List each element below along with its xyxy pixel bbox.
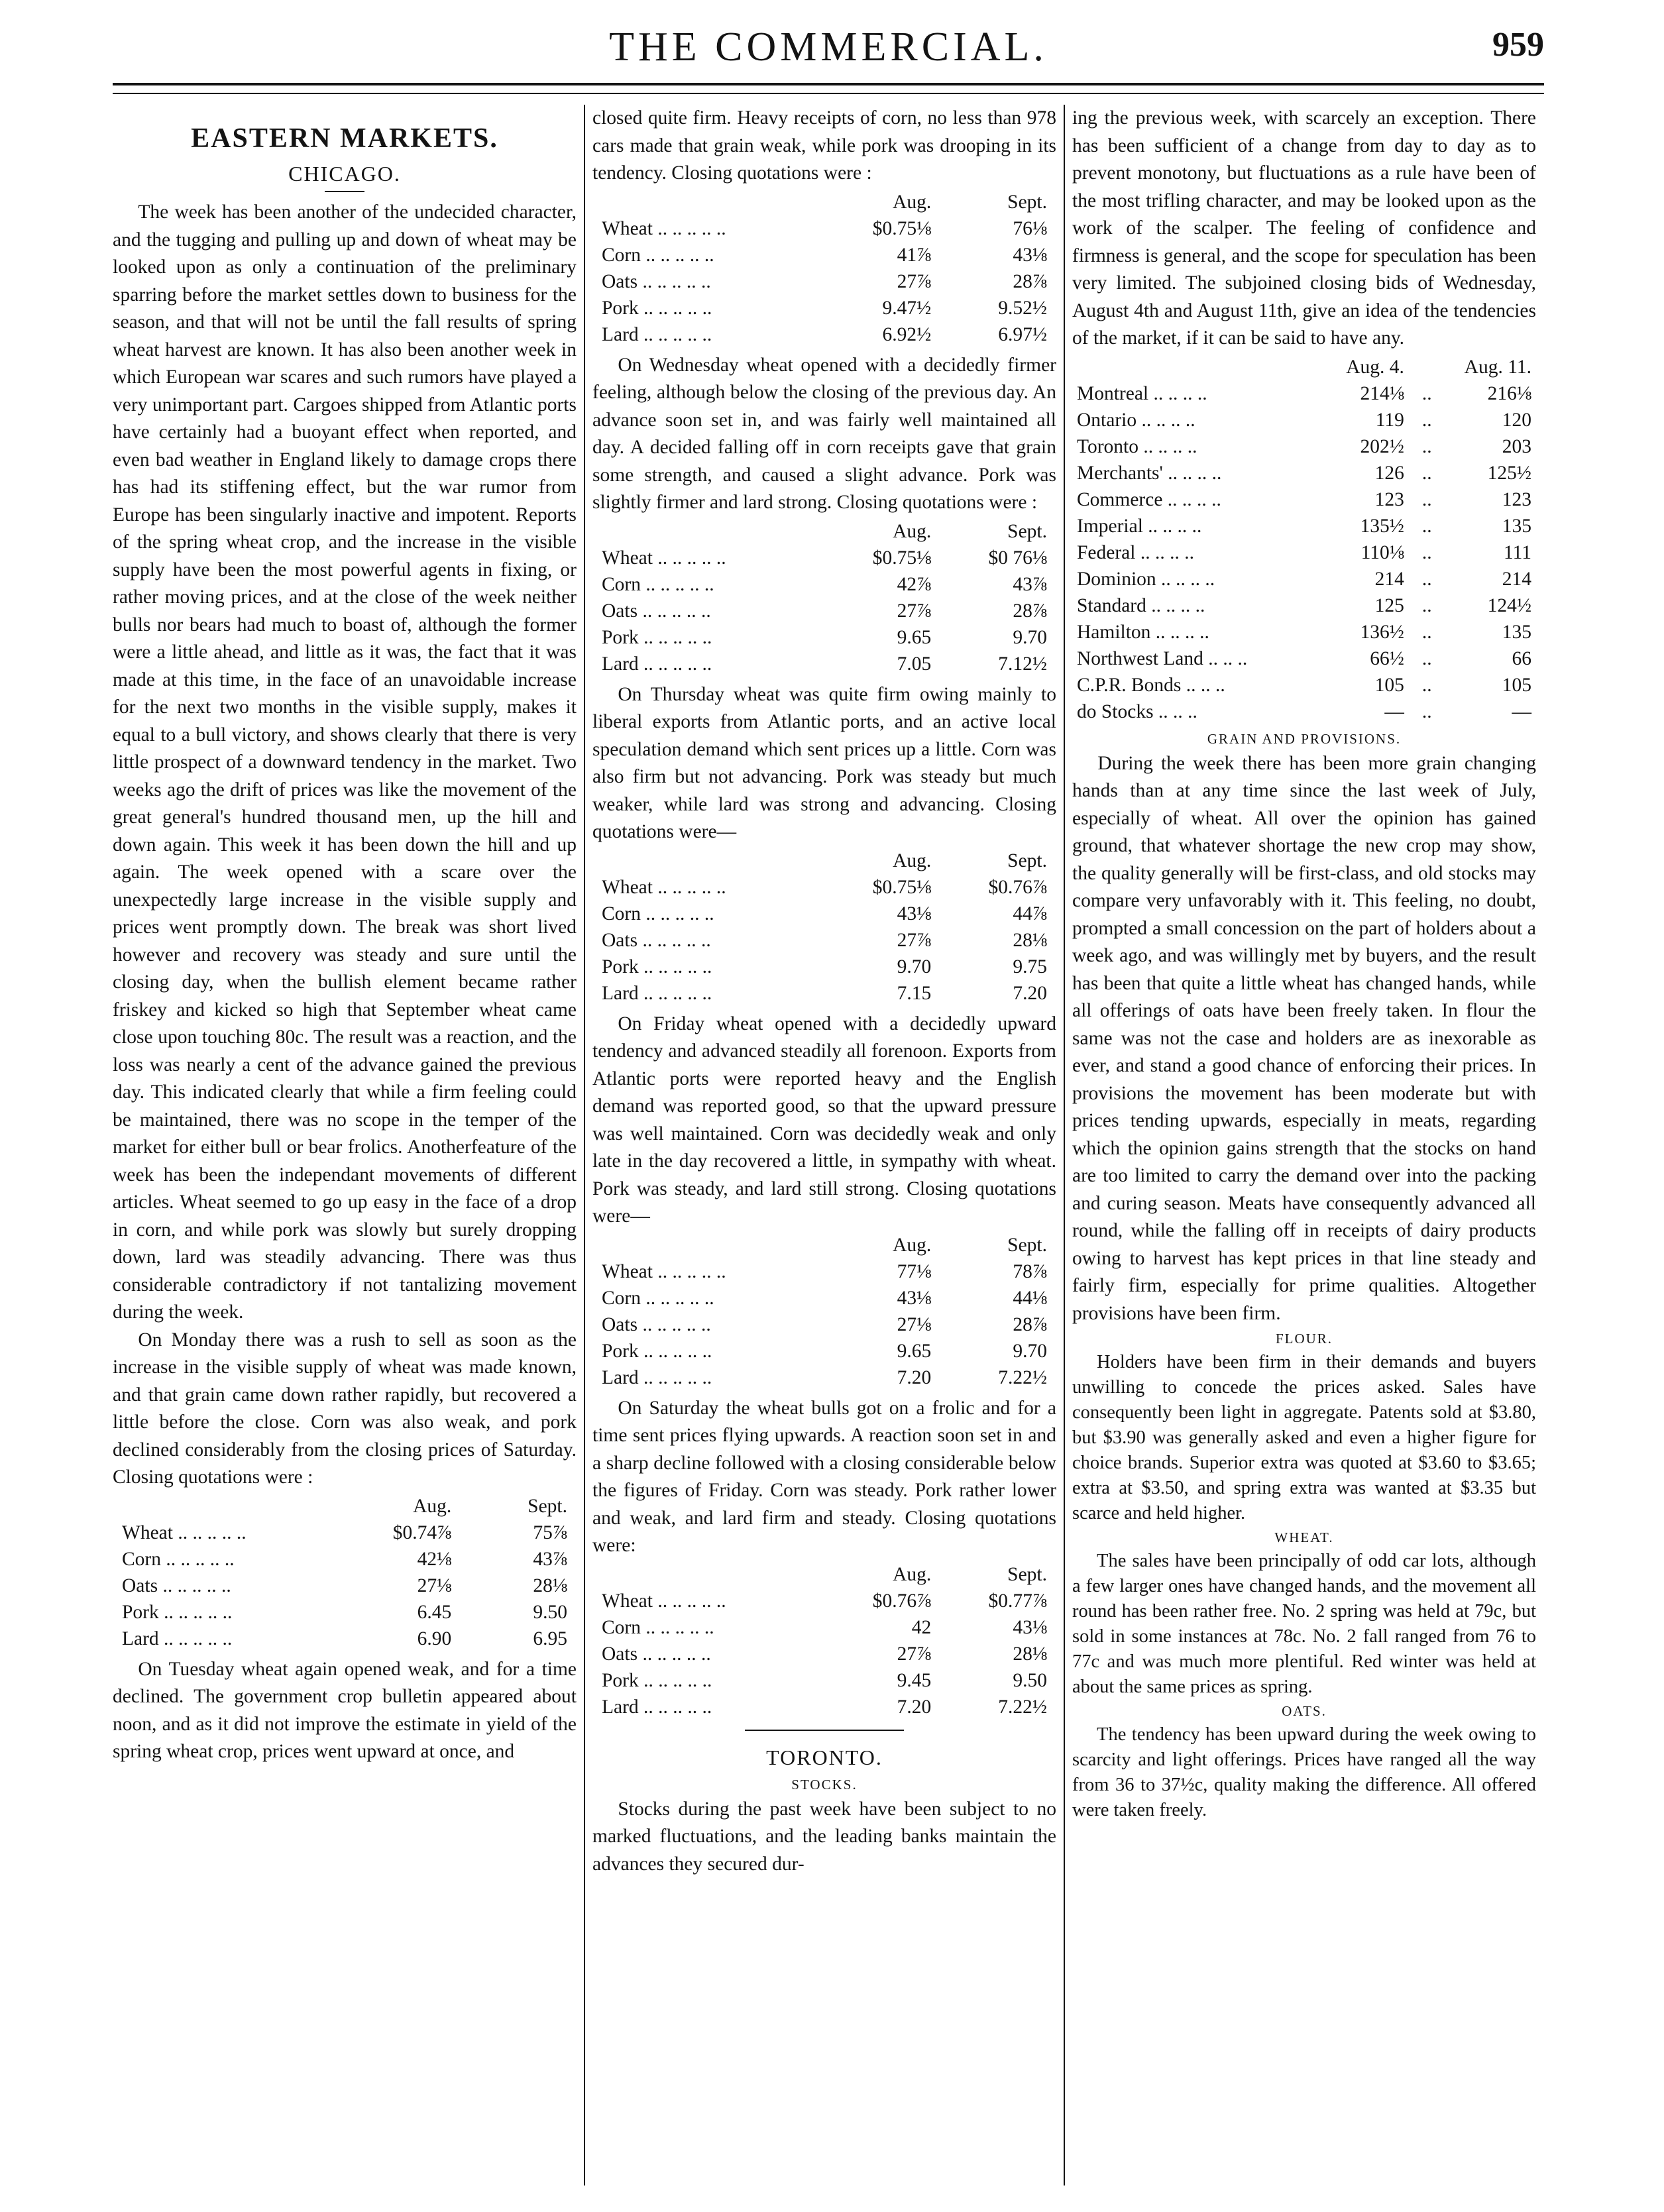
flour-heading: FLOUR.	[1275, 1331, 1333, 1347]
commodity-label: Corn .. .. .. .. ..	[602, 1287, 714, 1309]
table-row: Standard .. .. .. .. 125 .. 124½	[1077, 592, 1531, 619]
aug-price: 7.20	[897, 1696, 932, 1718]
commodity-label: Pork .. .. .. .. ..	[602, 956, 712, 977]
aug-4-bid: 202½	[1360, 435, 1404, 457]
aug-price: 9.45	[897, 1669, 932, 1691]
commodity-label: Wheat .. .. .. .. ..	[602, 876, 726, 898]
sept-price: 28⅞	[1013, 1313, 1047, 1335]
column-header-sept: Sept.	[1007, 191, 1047, 213]
table-row	[122, 1573, 567, 1599]
sept-price: 28⅛	[1013, 929, 1047, 951]
wheat-paragraph: The sales have been principally of odd car lots, although a few larger ones have changed hands, and the movement all round has been rather free. No. 2 spring was held at 79c, but sold in some instances at 78c. No. 2 fall ranged from 76 to 77c and was much more plentiful. Red winter was held at about the same prices as spring.	[1072, 1551, 1536, 1697]
aug-11-bid: 120	[1502, 409, 1531, 431]
table-row: C.P.R. Bonds .. .. .. 105 .. 105	[1077, 672, 1531, 698]
bank-label: Imperial .. .. .. ..	[1077, 515, 1202, 537]
sept-price: 9.75	[1013, 956, 1047, 977]
bank-label: do Stocks .. .. ..	[1077, 700, 1197, 722]
table-row	[602, 571, 1047, 598]
column-header-aug: Aug.	[893, 1563, 932, 1585]
aug-price: 27⅞	[897, 929, 932, 951]
column-header-sept: Sept.	[1007, 850, 1047, 871]
commodity-label: Wheat .. .. .. .. ..	[602, 547, 726, 569]
sept-price: 76⅛	[1013, 217, 1047, 239]
table-row	[602, 1641, 1047, 1667]
aug-price: 9.47½	[882, 297, 932, 319]
table-row	[602, 1311, 1047, 1338]
aug-price: $0.76⅞	[872, 1590, 932, 1612]
aug-price: 27⅞	[897, 1643, 932, 1665]
oats-heading: OATS.	[1282, 1703, 1327, 1719]
aug-price: 7.20	[897, 1366, 932, 1388]
aug-4-bid: 123	[1374, 488, 1404, 510]
grain-provisions-paragraph: During the week there has been more grain changing hands than at any time since the last week of July, especially of wheat. All over the opinion has gained ground, that whatever shortage the new crop may show, the quality generally will be first-class, and old stocks may compare very unfavorably with it. This feeling, no doubt, prompted a small concession on the part of holders about a week ago, and was willingly met by buyers, and the result has been that quite a little wheat has changed hands, while all offerings of oats have been freely taken. In flour the same was not the case and holders are as inexorable as ever, and stand a good chance of enforcing their prices. In provisions the movement has been moderate but with prices tending upwards, especially in meats, regarding which the opinion gains strength that the stocks on hand are too limited to carry the demand over into the packing and curing season. Meats have consequently advanced all round, while the falling off in receipts of dairy products owing to harvest has kept prices in that line steady and fairly firm, especially for prime qualities. Altogether provisions have been firm.	[1072, 752, 1536, 1324]
bank-label: Federal .. .. .. ..	[1077, 541, 1194, 563]
sept-price: 43⅞	[1013, 573, 1047, 595]
table-header-row	[602, 518, 1047, 545]
sept-price: 9.70	[1013, 1340, 1047, 1362]
aug-4-bid: 214	[1374, 568, 1404, 590]
bank-label: Hamilton .. .. .. ..	[1077, 621, 1209, 643]
stocks-heading: STOCKS.	[791, 1776, 858, 1793]
aug-price: 77⅛	[897, 1260, 932, 1282]
aug-price: 6.90	[417, 1628, 452, 1649]
table-row	[602, 1258, 1047, 1285]
aug-11-bid: 203	[1502, 435, 1531, 457]
sept-price: $0 76⅛	[988, 547, 1047, 569]
table-row: Dominion .. .. .. .. 214 .. 214	[1077, 566, 1531, 592]
table-row	[602, 1694, 1047, 1720]
aug-4-bid: 126	[1374, 462, 1404, 484]
table-row	[602, 624, 1047, 651]
column-header-aug: Aug.	[893, 191, 932, 213]
aug-11-bid: 123	[1502, 488, 1531, 510]
aug-price: $0.75⅛	[872, 547, 932, 569]
table-row: Imperial .. .. .. .. 135½ .. 135	[1077, 513, 1531, 539]
sept-price: 43⅛	[1013, 1616, 1047, 1638]
table-row	[602, 1614, 1047, 1641]
table-header-row	[602, 189, 1047, 215]
table-row: Northwest Land .. .. .. 66½ .. 66	[1077, 645, 1531, 672]
aug-11-bid: 135	[1502, 621, 1531, 643]
aug-price: 27⅞	[897, 270, 932, 292]
aug-price: 41⅞	[897, 244, 932, 266]
column-3	[1072, 105, 1536, 2185]
aug-price: $0.75⅛	[872, 217, 932, 239]
aug-11-bid: —	[1512, 700, 1531, 722]
commodity-label: Pork .. .. .. .. ..	[602, 1340, 712, 1362]
commodity-label: Oats .. .. .. .. ..	[602, 270, 711, 292]
column-divider-1	[584, 105, 585, 2185]
friday-quotations-table	[602, 1232, 1047, 1391]
aug-4-bid: 125	[1374, 594, 1404, 616]
table-row	[602, 874, 1047, 901]
commodity-label: Oats .. .. .. .. ..	[602, 1643, 711, 1665]
table-row	[602, 321, 1047, 348]
commodity-label: Oats .. .. .. .. ..	[602, 600, 711, 622]
aug-price: 27⅞	[897, 600, 932, 622]
table-row: Ontario .. .. .. .. 119 .. 120	[1077, 407, 1531, 433]
table-row	[602, 598, 1047, 624]
aug-11-bid: 66	[1512, 647, 1531, 669]
section-divider	[745, 1730, 904, 1731]
commodity-label: Wheat .. .. .. .. ..	[602, 1590, 726, 1612]
sept-price: $0.77⅞	[988, 1590, 1047, 1612]
commodity-label: Lard .. .. .. .. ..	[602, 982, 712, 1004]
aug-4-bid: 214⅛	[1360, 382, 1404, 404]
aug-11-bid: 214	[1502, 568, 1531, 590]
thursday-paragraph: On Thursday wheat was quite firm owing mainly to liberal exports from Atlantic ports, and an active local speculation demand which sent prices up a little. Corn was also firm but not advancing. Pork was steady but much weaker, while lard was strong and advancing. Closing quotations were—	[592, 683, 1056, 842]
commodity-label: Lard .. .. .. .. ..	[602, 1696, 712, 1718]
aug-price: 9.65	[897, 626, 932, 648]
table-header-row	[602, 848, 1047, 874]
commodity-label: Oats .. .. .. .. ..	[602, 929, 711, 951]
table-row	[602, 980, 1047, 1007]
table-row: Merchants' .. .. .. .. 126 .. 125½	[1077, 460, 1531, 486]
saturday-quotations-table	[602, 1561, 1047, 1720]
bank-label: Ontario .. .. .. ..	[1077, 409, 1195, 431]
column-header-aug: Aug.	[893, 850, 932, 871]
column-header-aug: Aug.	[893, 520, 932, 542]
commodity-label: Pork .. .. .. .. ..	[602, 297, 712, 319]
tuesday-quotations-table	[602, 189, 1047, 348]
table-row: Federal .. .. .. .. 110⅛ .. 111	[1077, 539, 1531, 566]
commodity-label: Oats .. .. .. .. ..	[122, 1575, 231, 1596]
table-header-row	[122, 1493, 567, 1520]
table-row	[122, 1626, 567, 1652]
commodity-label: Wheat .. .. .. .. ..	[122, 1521, 247, 1543]
sept-price: 7.12½	[998, 653, 1047, 675]
aug-price: 27⅛	[897, 1313, 932, 1335]
column-header-sept: Sept.	[1007, 1234, 1047, 1256]
bank-label: C.P.R. Bonds .. .. ..	[1077, 674, 1225, 696]
aug-price: 7.05	[897, 653, 932, 675]
commodity-label: Pork .. .. .. .. ..	[122, 1601, 233, 1623]
aug-price: 42⅞	[897, 573, 932, 595]
commodity-label: Oats .. .. .. .. ..	[602, 1313, 711, 1335]
aug-price: 7.15	[897, 982, 932, 1004]
table-row	[602, 651, 1047, 677]
table-row: Hamilton .. .. .. .. 136½ .. 135	[1077, 619, 1531, 645]
wednesday-paragraph: On Wednesday wheat opened with a decidedly firmer feeling, although below the closing of the previous day. An advance soon set in, and was fairly well maintained all day. A decided falling off in corn receipts gave that grain some strength, and caused a slight advance. Pork was slightly firmer and lard strong. Closing quotations were :	[592, 354, 1056, 513]
table-row	[602, 215, 1047, 242]
table-row	[602, 901, 1047, 927]
table-row	[602, 242, 1047, 268]
bank-label: Dominion .. .. .. ..	[1077, 568, 1215, 590]
sept-price: 44⅛	[1013, 1287, 1047, 1309]
table-row	[122, 1546, 567, 1573]
bank-stocks-table	[1077, 354, 1531, 725]
aug-11-bid: 125½	[1487, 462, 1531, 484]
aug-price: 43⅛	[897, 1287, 932, 1309]
aug-price: 6.92½	[882, 323, 932, 345]
aug-11-bid: 105	[1502, 674, 1531, 696]
monday-quotations-table	[122, 1493, 567, 1652]
sept-price: 7.20	[1013, 982, 1047, 1004]
sept-price: 75⅞	[533, 1521, 567, 1543]
column-2	[592, 105, 1056, 2185]
tuesday-paragraph: On Tuesday wheat again opened weak, and for a time declined. The government crop bulletin appeared about noon, and as it did not improve the estimate in yield of the spring wheat crop, prices went upward at once, and	[113, 1658, 577, 1762]
commodity-label: Pork .. .. .. .. ..	[602, 626, 712, 648]
table-row: Toronto .. .. .. .. 202½ .. 203	[1077, 433, 1531, 460]
column-header-aug-11: Aug. 11.	[1464, 356, 1531, 378]
sept-price: 6.97½	[998, 323, 1047, 345]
flour-paragraph: Holders have been firm in their demands and buyers unwilling to concede the prices asked. Sales have consequently been light in aggregate. Patents sold at $3.80, but $3.90 was generally asked and even a higher figure for choice brands. Superior extra was quoted at $3.60 to $3.65; extra at $3.50, and spring extra was wanted at $3.35 but scarce and held higher.	[1072, 1352, 1536, 1523]
aug-4-bid: 105	[1374, 674, 1404, 696]
commodity-label: Lard .. .. .. .. ..	[122, 1628, 233, 1649]
bank-label: Commerce .. .. .. ..	[1077, 488, 1221, 510]
saturday-paragraph: On Saturday the wheat bulls got on a frolic and for a time sent prices flying upwards. A reaction soon set in and a sharp decline followed with a closing considerable below the figures of Friday. Corn was steady. Pork rather lower and weak, and lard firm and steady. Closing quotations were:	[592, 1397, 1056, 1556]
aug-price: $0.75⅛	[872, 876, 932, 898]
wheat-heading: WHEAT.	[1274, 1529, 1334, 1545]
commodity-label: Lard .. .. .. .. ..	[602, 1366, 712, 1388]
tuesday-continued-paragraph: closed quite firm. Heavy receipts of corn, no less than 978 cars made that grain weak, while pork was drooping in its tendency. Closing quotations were :	[592, 107, 1056, 184]
sept-price: 6.95	[533, 1628, 567, 1649]
monday-paragraph: On Monday there was a rush to sell as soon as the increase in the visible supply of wheat was made known, and that grain came down rather rapidly, but recovered a little before the close. Corn was also weak, and pork declined considerably from the closing prices of Saturday. Closing quotations were :	[113, 1329, 577, 1488]
bank-label: Toronto .. .. .. ..	[1077, 435, 1197, 457]
sept-price: 9.50	[1013, 1669, 1047, 1691]
commodity-label: Corn .. .. .. .. ..	[602, 903, 714, 924]
aug-price: 42⅛	[417, 1548, 452, 1570]
table-row	[602, 295, 1047, 321]
aug-4-bid: 119	[1375, 409, 1404, 431]
commodity-label: Corn .. .. .. .. ..	[122, 1548, 235, 1570]
commodity-label: Lard .. .. .. .. ..	[602, 653, 712, 675]
aug-price: 9.65	[897, 1340, 932, 1362]
aug-price: 9.70	[897, 956, 932, 977]
bank-label: Standard .. .. .. ..	[1077, 594, 1205, 616]
column-header-sept: Sept.	[1007, 1563, 1047, 1585]
column-header-sept: Sept.	[527, 1495, 567, 1517]
chicago-heading: CHICAGO.	[288, 162, 401, 186]
aug-4-bid: 110⅛	[1360, 541, 1404, 563]
bank-label: Montreal .. .. .. ..	[1077, 382, 1207, 404]
sept-price: 43⅛	[1013, 244, 1047, 266]
sept-price: 9.70	[1013, 626, 1047, 648]
aug-price: $0.74⅞	[392, 1521, 452, 1543]
wednesday-quotations-table	[602, 518, 1047, 677]
aug-4-bid: 66½	[1370, 647, 1404, 669]
page-number: 959	[1492, 26, 1544, 64]
commodity-label: Corn .. .. .. .. ..	[602, 573, 714, 595]
sept-price: 43⅞	[533, 1548, 567, 1570]
column-header-aug: Aug.	[893, 1234, 932, 1256]
commodity-label: Lard .. .. .. .. ..	[602, 323, 712, 345]
table-row	[602, 954, 1047, 980]
oats-paragraph: The tendency has been upward during the week owing to scarcity and light offerings. Prices have ranged all the way from 36 to 37½c, quality making the difference. All offered were taken freely.	[1072, 1724, 1536, 1820]
aug-price: 27⅛	[417, 1575, 452, 1596]
table-row: Commerce .. .. .. .. 123 .. 123	[1077, 486, 1531, 513]
table-row	[602, 1364, 1047, 1391]
table-row	[602, 268, 1047, 295]
aug-11-bid: 216⅛	[1487, 382, 1531, 404]
commodity-label: Corn .. .. .. .. ..	[602, 244, 714, 266]
thursday-quotations-table	[602, 848, 1047, 1007]
table-row	[602, 927, 1047, 954]
table-row: Montreal .. .. .. .. 214⅛ .. 216⅛	[1077, 380, 1531, 407]
sept-price: 7.22½	[998, 1696, 1047, 1718]
table-row	[602, 545, 1047, 571]
grain-provisions-heading: GRAIN AND PROVISIONS.	[1207, 730, 1402, 747]
commodity-label: Corn .. .. .. .. ..	[602, 1616, 714, 1638]
commodity-label: Wheat .. .. .. .. ..	[602, 217, 726, 239]
header-rule-thin	[113, 93, 1544, 94]
stocks-paragraph: Stocks during the past week have been subject to no marked fluctuations, and the leading banks maintain the advances they secured dur-	[592, 1798, 1056, 1875]
header-rule-thick	[113, 83, 1544, 85]
stocks-continued-paragraph: ing the previous week, with scarcely an exception. There has been sufficient of a change from day to day as to prevent monotony, but fluctuations as a rule have been of the most trifling character, and may be looked upon as the work of the scalper. The feeling of confidence and firmness is general, and the scope for speculation has been very limited. The subjoined closing bids of Wednesday, August 4th and August 11th, give an idea of the tendencies of the market, if it can be said to have any.	[1072, 107, 1536, 349]
section-heading: EASTERN MARKETS.	[191, 123, 498, 154]
column-header-aug: Aug.	[413, 1495, 452, 1517]
sept-price: 28⅞	[1013, 270, 1047, 292]
friday-paragraph: On Friday wheat opened with a decidedly upward tendency and advanced steadily all forenoon. Exports from Atlantic ports were reported heavy and the English demand was reported good, so that the upward pressure was well maintained. Corn was decidedly weak and only late in the day recovered a little, in sympathy with wheat. Pork was steady, and lard still strong. Closing quotations were—	[592, 1013, 1056, 1227]
toronto-heading: TORONTO.	[766, 1745, 883, 1769]
bank-label: Merchants' .. .. .. ..	[1077, 462, 1222, 484]
sept-price: 44⅞	[1013, 903, 1047, 924]
page-header	[113, 24, 1544, 83]
sept-price: 7.22½	[998, 1366, 1047, 1388]
table-row	[602, 1667, 1047, 1694]
chicago-paragraph-1: The week has been another of the undecided character, and the tugging and pulling up and down of wheat may be looked upon as only a continuation of the preliminary sparring before the market settles down to business for the season, and that will not be until the fall results of spring wheat harvest are known. It has also been another week in which European war scares and such rumors have played a very unimportant part. Cargoes shipped from Atlantic ports have certainly had a buoyant effect when reported, and even bad weather in England likely to damage crops there has had its stiffening effect, but the war rumor from Europe has been singularly inactive and impotent. Reports of the spring wheat crop, and the increase in the visible supply have been the most powerful agents in fixing, or rather moving prices, and at the close of the week neither bulls nor bears had much to boast of, although the former were a little ahead, and little as it was, the fact that it was made at this time, in the face of an unavoidable increase for the next two months in the visible supply, makes it equal to a bull victory, and shows clearly that there is very little prospect of a downward tendency in the market. Two weeks ago the drift of prices was like the movement of the great general's hundred thousand men, up the hill and down again. This week it has been down the hill and up again. The week opened with a scare over the unexpectedly large increase in the visible supply and prices went promptly down. The break was short lived however and recovery was steady and sure until the closing day, when the bullish element became rather friskey and kicked so high that September wheat came close upon touching 80c. The result was a reaction, and the loss was nearly a cent of the advance gained the previous day. This indicated clearly that while a firm feeling could be maintained, there was no scope in the temper of the market for either bull or bear frolics. Anotherfeature of the week has been the independant movements of different articles. Wheat seemed to go up easy in the face of a drop in corn, and while pork was slowly but surely dropping down, lard was steadily advancing. There was thus considerable contradictory if not tantalizing movement during the week.	[113, 201, 577, 1323]
aug-price: 43⅛	[897, 903, 932, 924]
table-header-row	[602, 1561, 1047, 1588]
sept-price: 78⅞	[1013, 1260, 1047, 1282]
bank-label: Northwest Land .. .. ..	[1077, 647, 1248, 669]
commodity-label: Wheat .. .. .. .. ..	[602, 1260, 726, 1282]
aug-4-bid: 135½	[1360, 515, 1404, 537]
table-row: do Stocks .. .. .. — .. —	[1077, 698, 1531, 725]
table-row	[602, 1588, 1047, 1614]
aug-11-bid: 124½	[1487, 594, 1531, 616]
aug-11-bid: 111	[1503, 541, 1531, 563]
sept-price: $0.76⅞	[988, 876, 1047, 898]
column-divider-2	[1064, 105, 1065, 2185]
sept-price: 9.52½	[998, 297, 1047, 319]
column-header-aug-4: Aug. 4.	[1346, 356, 1404, 378]
aug-price: 6.45	[417, 1601, 452, 1623]
table-row	[602, 1285, 1047, 1311]
heading-divider	[325, 191, 364, 192]
column-1	[113, 105, 577, 2185]
aug-4-bid: 136½	[1360, 621, 1404, 643]
table-header-row	[1077, 354, 1531, 380]
table-row	[602, 1338, 1047, 1364]
column-header-sept: Sept.	[1007, 520, 1047, 542]
sept-price: 28⅞	[1013, 600, 1047, 622]
table-row	[122, 1520, 567, 1546]
table-row	[122, 1599, 567, 1626]
table-header-row	[602, 1232, 1047, 1258]
aug-price: 42	[911, 1616, 932, 1638]
sept-price: 9.50	[533, 1601, 567, 1623]
commodity-label: Pork .. .. .. .. ..	[602, 1669, 712, 1691]
newspaper-title: THE COMMERCIAL.	[609, 25, 1048, 70]
sept-price: 28⅛	[1013, 1643, 1047, 1665]
sept-price: 28⅛	[533, 1575, 567, 1596]
aug-4-bid: —	[1384, 700, 1404, 722]
aug-11-bid: 135	[1502, 515, 1531, 537]
